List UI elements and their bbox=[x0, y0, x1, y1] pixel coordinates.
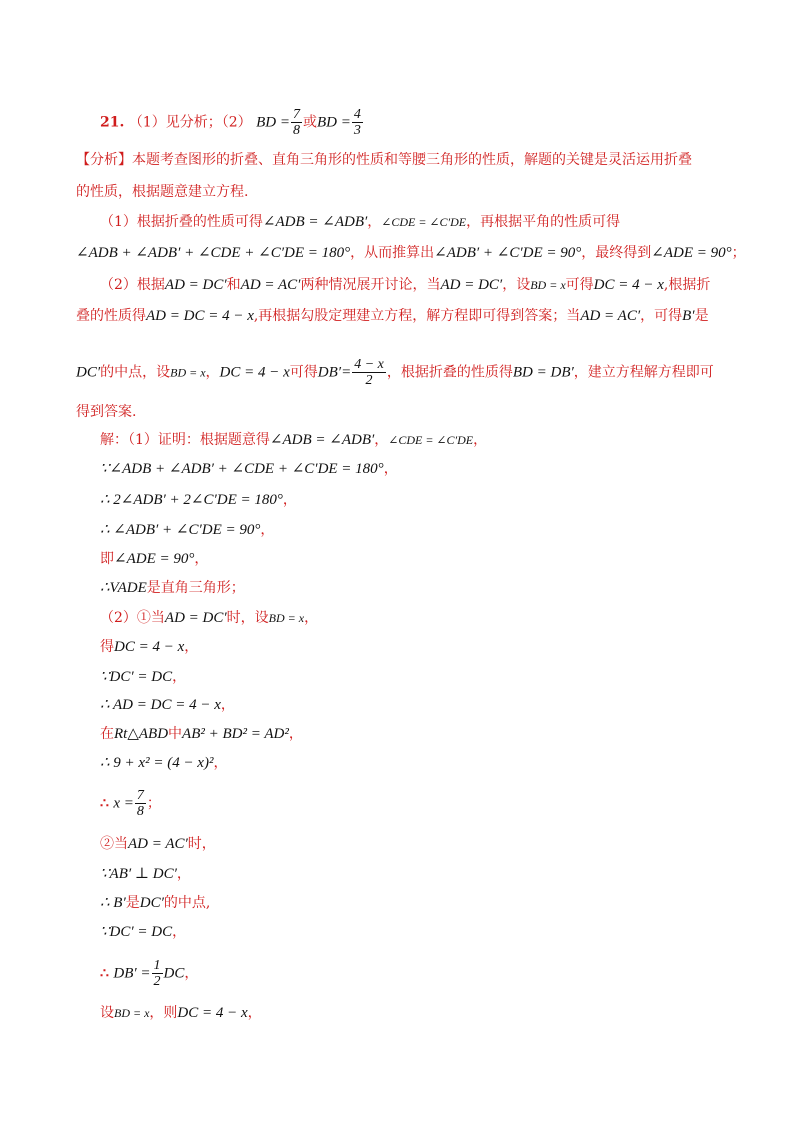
solution-line-3: ∴ 2∠ADB′ + 2∠C′DE = 180°， bbox=[100, 492, 297, 508]
solution-line-17: ∵DC′ = DC， bbox=[100, 924, 187, 940]
solution-line-11: 在Rt△ABD中AB² + BD² = AD²， bbox=[100, 726, 303, 742]
fraction: $\frac{4}{3}$ bbox=[353, 107, 361, 138]
analysis-line-4: ∠ADB + ∠ADB′ + ∠CDE + ∠C′DE = 180°，从而推算出∠ADB′ + ∠C′DE = 90°，最终得到∠ADE = 90°； bbox=[76, 245, 746, 261]
solution-line-12: ∴ 9 + x² = (4 − x)²， bbox=[100, 755, 228, 771]
solution-line-13: ∴ x = $\frac{7}{8}$ ； bbox=[100, 788, 161, 819]
solution-line-14: ②当AD = AC′时， bbox=[100, 836, 216, 852]
fraction: $\frac{7}{8}$ bbox=[292, 107, 300, 138]
solution-line-5: 即∠ADE = 90°， bbox=[100, 551, 209, 567]
solution-line-19: 设BD = x，则DC = 4 − x， bbox=[100, 1005, 262, 1021]
question-number: 21. bbox=[100, 114, 125, 131]
fraction: $\frac{1}{2}$ bbox=[153, 958, 161, 989]
solution-line-16: ∴ B′是DC′的中点, bbox=[100, 895, 211, 911]
solution-line-15: ∵AB′ ⊥ DC′， bbox=[100, 866, 191, 882]
analysis-line-7: DC′的中点，设BD = x，DC = 4 − x可得DB′= $\frac{4 - x}{2}$ ，根据折叠的性质得BD = DB′，建立方程解方程即可 bbox=[76, 357, 714, 388]
solution-line-4: ∴ ∠ADB′ + ∠C′DE = 90°， bbox=[100, 522, 275, 538]
solution-line-6: ∴VADE是直角三角形； bbox=[100, 580, 245, 596]
solution-line-8: 得DC = 4 − x， bbox=[100, 639, 199, 655]
analysis-line-1: 【分析】本题考查图形的折叠、直角三角形的性质和等腰三角形的性质，解题的关键是灵活运用折叠 bbox=[76, 152, 692, 168]
answer-text: （1）见分析；（2） bbox=[128, 114, 252, 131]
solution-line-9: ∵DC′ = DC， bbox=[100, 669, 187, 685]
analysis-line-6: 叠的性质得AD = DC = 4 − x,再根据勾股定理建立方程，解方程即可得到答案；当AD = AC′，可得B′是 bbox=[76, 308, 709, 324]
analysis-line-2: 的性质，根据题意建立方程. bbox=[76, 184, 249, 200]
solution-line-2: ∵∠ADB + ∠ADB′ + ∠CDE + ∠C′DE = 180°， bbox=[100, 461, 398, 477]
analysis-line-5: （2）根据AD = DC′和AD = AC′两种情况展开讨论，当AD = DC′，设BD = x可得DC = 4 − x,根据折 bbox=[100, 277, 711, 293]
fraction: $\frac{7}{8}$ bbox=[136, 788, 144, 819]
solution-line-18: ∴ DB′ = $\frac{1}{2}$ DC， bbox=[100, 958, 199, 989]
answer-line: 21. （1）见分析；（2） BD = $\frac{7}{8}$ 或BD = $\frac{4}{3}$ bbox=[100, 107, 361, 138]
solution-line-10: ∴ AD = DC = 4 − x， bbox=[100, 697, 235, 713]
analysis-line-3: （1）根据折叠的性质可得∠ADB = ∠ADB′，∠CDE = ∠C′DE，再根据平角的性质可得 bbox=[100, 214, 621, 230]
analysis-line-8: 得到答案. bbox=[76, 404, 137, 420]
fraction: $\frac{4 - x}{2}$ bbox=[354, 357, 384, 388]
solution-line-1: 解：（1）证明：根据题意得∠ADB = ∠ADB′，∠CDE = ∠C′DE， bbox=[100, 432, 488, 448]
solution-line-7: （2）①当AD = DC′时，设BD = x， bbox=[100, 610, 319, 626]
